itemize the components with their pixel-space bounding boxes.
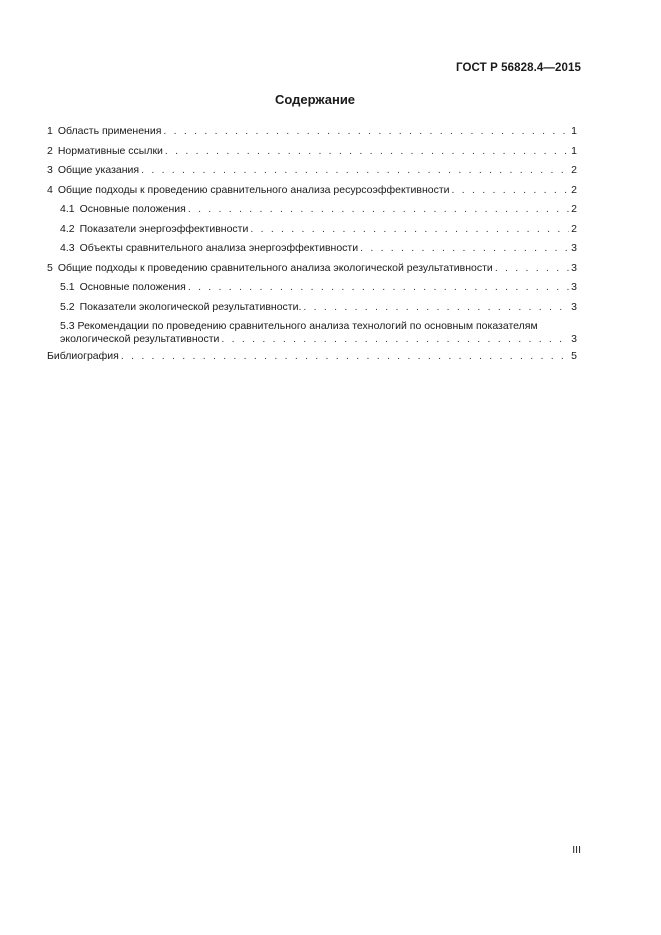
toc-entry-4-1[interactable] (47, 200, 577, 220)
toc-entry-1[interactable] (47, 122, 577, 142)
toc-entry-label: Показатели экологической результативности. (79, 300, 302, 313)
toc-leader-dots (303, 298, 569, 318)
toc-entry-page: 3 (571, 332, 577, 345)
toc-entry-label: Основные положения (79, 281, 186, 293)
page-number: III (572, 844, 581, 856)
toc-leader-dots (188, 200, 569, 220)
toc-entry-4-2[interactable] (47, 220, 577, 240)
toc-entry-number: 4.2 (60, 222, 75, 235)
toc-leader-dots (360, 239, 569, 259)
toc-entry-label: Нормативные ссылки (57, 144, 163, 157)
toc-entry-label: Область применения (57, 125, 162, 137)
toc-entry-page: 2 (571, 222, 577, 235)
toc-entry-5[interactable] (47, 259, 577, 279)
toc-entry-number: 2 (47, 144, 53, 157)
toc-entry-label: Общие подходы к проведению сравнительного анализа экологической результативности (57, 261, 493, 274)
toc-entry-page: 3 (571, 242, 577, 254)
toc-entry-number: 4 (47, 183, 53, 196)
toc-entry-label: Основные положения (79, 203, 186, 215)
toc-entry-4-3[interactable] (47, 239, 577, 259)
toc-entry-page: 1 (571, 144, 577, 157)
toc-entry-2[interactable] (47, 142, 577, 162)
toc-entry-bibliography[interactable] (47, 347, 577, 367)
toc-entry-number: 5.1 (60, 281, 75, 293)
toc-leader-dots (452, 181, 569, 201)
toc-entry-number: 5.3 (60, 320, 75, 332)
toc-entry-page: 2 (571, 164, 577, 176)
toc-entry-page: 5 (571, 350, 577, 362)
toc-entry-label: Общие подходы к проведению сравнительного анализа ресурсоэффективности (57, 183, 450, 196)
toc-title: Содержание (274, 92, 356, 107)
toc-entry-page: 3 (571, 261, 577, 274)
toc-leader-dots (188, 278, 569, 298)
toc-entry-label-continued: экологической результативности (60, 332, 220, 345)
table-of-contents (47, 122, 577, 367)
toc-entry-label: Рекомендации по проведению сравнительного анализа технологий по основным показателям (77, 320, 538, 332)
toc-entry-number: 5.2 (60, 300, 75, 313)
toc-leader-dots (221, 333, 569, 346)
toc-entry-page: 1 (571, 125, 577, 137)
toc-leader-dots (250, 220, 569, 240)
toc-entry-page: 2 (571, 203, 577, 215)
toc-leader-dots (163, 122, 569, 142)
toc-entry-number: 1 (47, 125, 53, 137)
toc-entry-page: 2 (571, 183, 577, 196)
toc-leader-dots (495, 259, 569, 279)
toc-leader-dots (121, 347, 569, 367)
toc-entry-5-3[interactable] (47, 320, 577, 345)
toc-entry-number: 5 (47, 261, 53, 274)
toc-entry-4[interactable] (47, 181, 577, 201)
toc-entry-5-2[interactable] (47, 298, 577, 318)
toc-entry-line-2 (60, 333, 577, 346)
toc-entry-number: 3 (47, 164, 53, 176)
document-designation: ГОСТ Р 56828.4—2015 (456, 62, 581, 74)
toc-leader-dots (165, 142, 569, 162)
toc-entry-label: Общие указания (57, 164, 140, 176)
toc-entry-number: 4.1 (60, 203, 75, 215)
toc-entry-page: 3 (571, 281, 577, 293)
toc-leader-dots (141, 161, 569, 181)
toc-entry-label: Показатели энергоэффективности (79, 222, 249, 235)
toc-entry-label: Библиография (47, 350, 119, 362)
toc-entry-page: 3 (571, 300, 577, 313)
toc-entry-5-1[interactable] (47, 278, 577, 298)
toc-entry-label: Объекты сравнительного анализа энергоэффективности (79, 242, 359, 254)
toc-entry-number: 4.3 (60, 242, 75, 254)
toc-entry-line-1 (60, 320, 577, 333)
toc-entry-3[interactable] (47, 161, 577, 181)
